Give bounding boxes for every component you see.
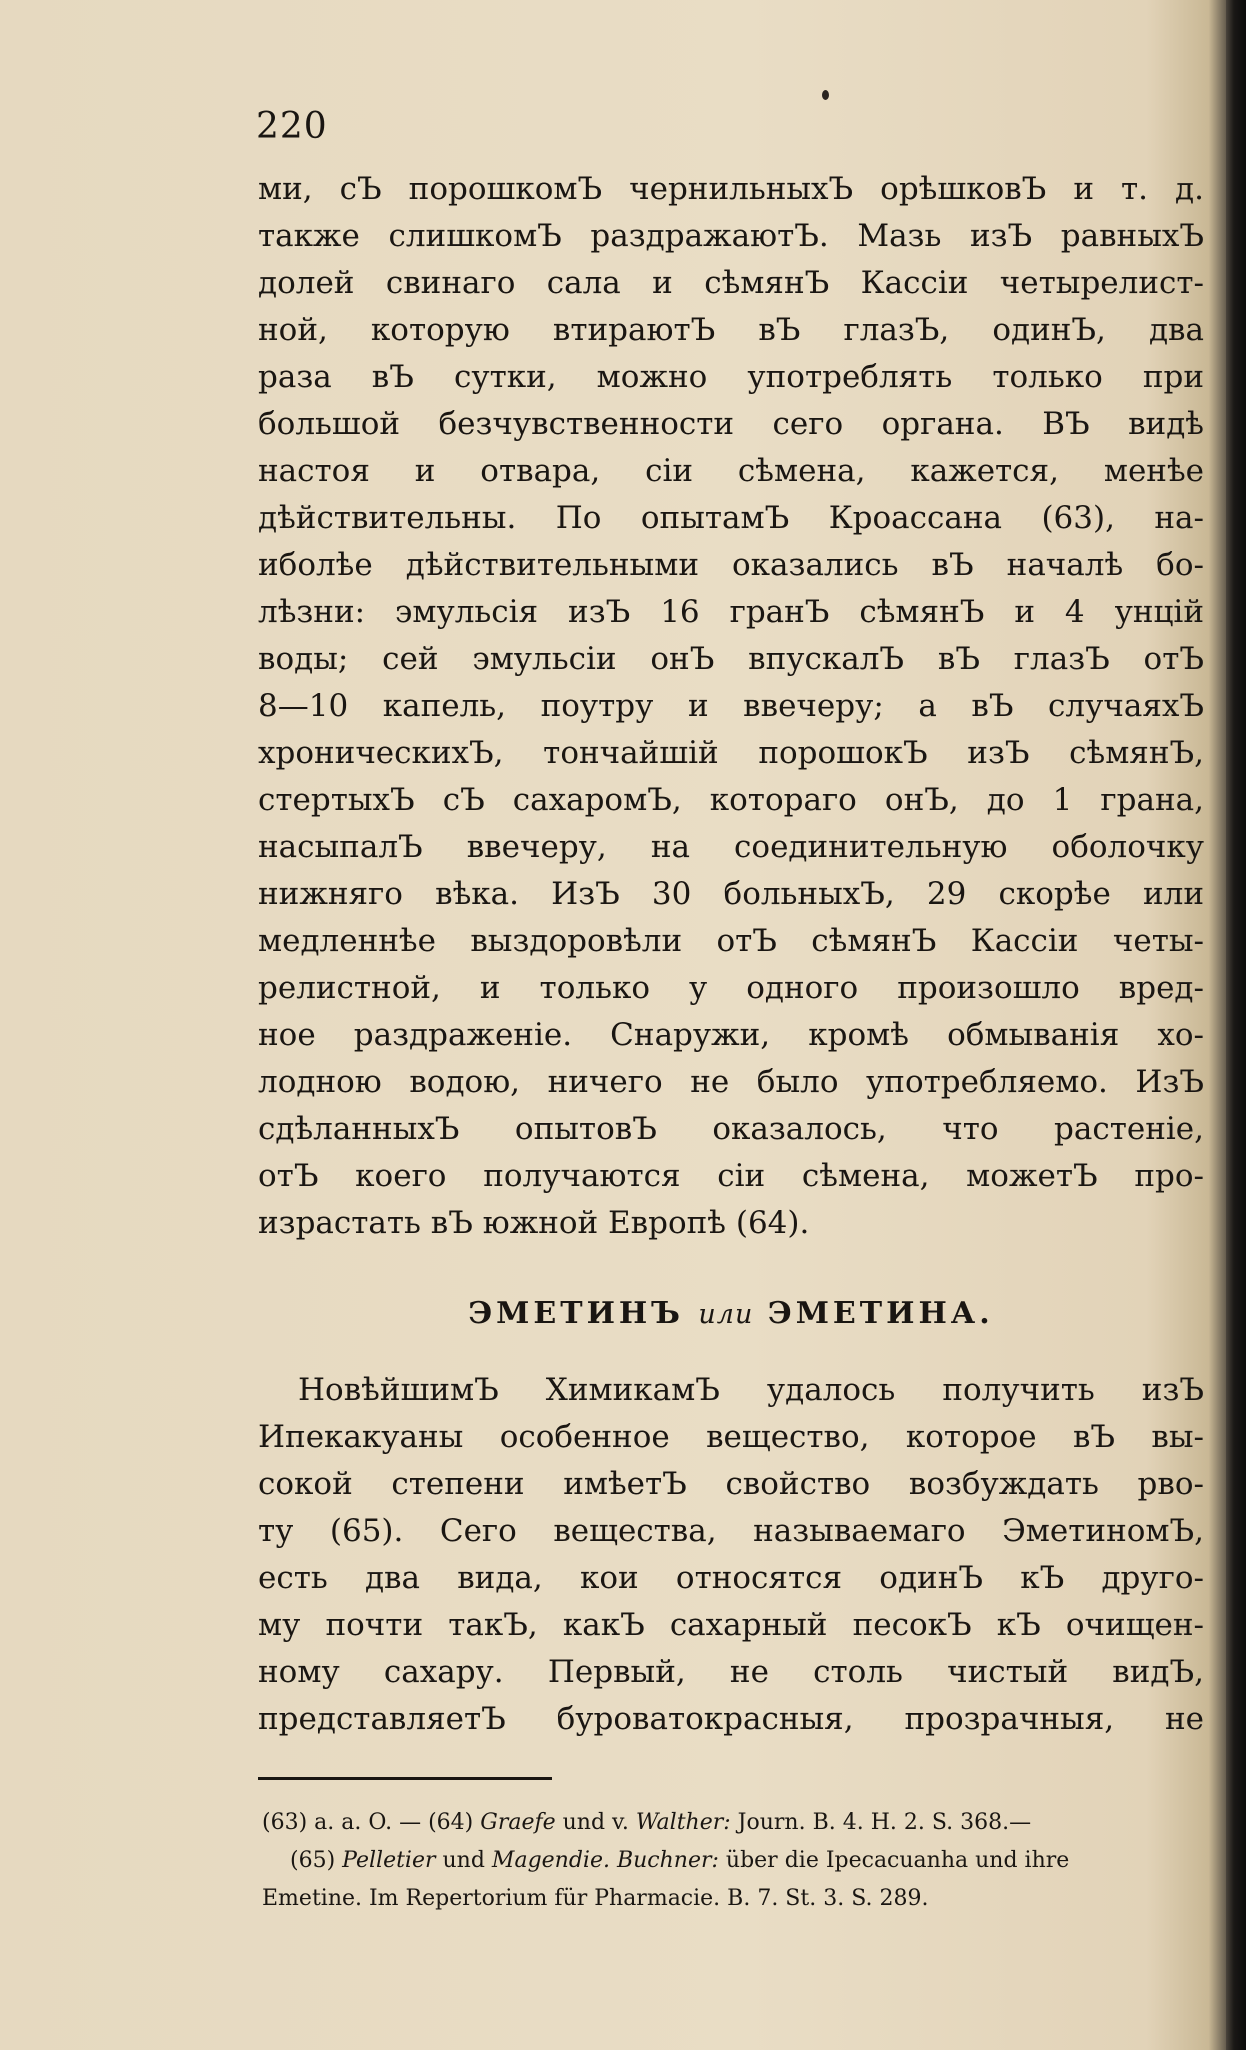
- text-line: лодною водою, ничего не было употребляемо. ИзЪ: [258, 1064, 1204, 1100]
- text-line: представляетЪ буроватокрасныя, прозрачныя, не: [258, 1701, 1204, 1737]
- author-name: Magendie.: [491, 1848, 610, 1873]
- text-line: нижняго вѣка. ИзЪ 30 больныхЪ, 29 скорѣе или: [258, 876, 1204, 912]
- text-line: воды; сей эмульсіи онЪ впускалЪ вЪ глазЪ отЪ: [258, 641, 1204, 677]
- text-line: Ипекакуаны особенное вещество, которое вЪ вы-: [258, 1419, 1204, 1455]
- page-edge-shadow: [1226, 0, 1246, 2050]
- text-line: есть два вида, кои относятся одинЪ кЪ друго-: [258, 1560, 1204, 1596]
- text-line: лѣзни: эмульсія изЪ 16 гранЪ сѣмянЪ и 4 унцій: [258, 594, 1204, 630]
- heading-word: ЭМЕТИНА.: [767, 1296, 994, 1331]
- author-name: Graefe: [480, 1810, 556, 1835]
- section-heading: [258, 1296, 1204, 1331]
- text-line: ту (65). Сего вещества, называемаго ЭметиномЪ,: [258, 1513, 1204, 1549]
- footnote-line: Emetine. Im Repertorium für Pharmacie. B. 7. St. 3. S. 289.: [262, 1886, 929, 1911]
- footnotes: [262, 1804, 1204, 1918]
- text-line: ной, которую втираютЪ вЪ глазЪ, одинЪ, два: [258, 312, 1204, 348]
- text-line: хроническихЪ, тончайшій порошокЪ изЪ сѣмянЪ,: [258, 735, 1204, 771]
- text-line: израстать вЪ южной Европѣ (64).: [258, 1205, 810, 1241]
- footnote-text: [610, 1848, 617, 1873]
- author-name: Walther:: [635, 1810, 731, 1835]
- text-line: отЪ коего получаются сіи сѣмена, можетЪ про-: [258, 1158, 1204, 1194]
- text-line: му почти такЪ, какЪ сахарный песокЪ кЪ очищен-: [258, 1607, 1204, 1643]
- footnote-text: (63) a. a. O. — (64): [262, 1810, 481, 1835]
- text-line: ми, сЪ порошкомЪ чернильныхЪ орѣшковЪ и т. д.: [258, 171, 1204, 207]
- footnote-text: Journ. B. 4. H. 2. S. 368.—: [730, 1810, 1032, 1835]
- text-line: стертыхЪ сЪ сахаромЪ, котораго онЪ, до 1 грана,: [258, 782, 1204, 818]
- text-line: релистной, и только у одного произошло вред-: [258, 970, 1204, 1006]
- text-line: НовѣйшимЪ ХимикамЪ удалось получить изЪ: [298, 1372, 1204, 1408]
- text-line: иболѣе дѣйствительными оказались вЪ началѣ бо-: [258, 547, 1204, 583]
- heading-word: ЭМЕТИНЪ: [468, 1296, 684, 1331]
- text-line: настоя и отвара, сіи сѣмена, кажется, менѣе: [258, 453, 1204, 489]
- text-line: долей свинаго сала и сѣмянЪ Кассіи четырелист-: [258, 265, 1204, 301]
- text-line: сокой степени имѣетЪ свойство возбуждать рво-: [258, 1466, 1204, 1502]
- text-line: дѣйствительны. По опытамЪ Кроассана (63), на-: [258, 500, 1204, 536]
- footnote-separator: [258, 1777, 552, 1780]
- text-line: также слишкомЪ раздражаютЪ. Мазь изЪ равныхЪ: [258, 218, 1204, 254]
- text-line: медленнѣе выздоровѣли отЪ сѣмянЪ Кассіи четы-: [258, 923, 1204, 959]
- text-line: ное раздраженіе. Снаружи, кромѣ обмыванія хо-: [258, 1017, 1204, 1053]
- footnote-text: und v.: [555, 1810, 636, 1835]
- footnote-line: [262, 1842, 1204, 1880]
- footnote-line: [262, 1804, 1204, 1842]
- text-line: сдѣланныхЪ опытовЪ оказалось, что растеніе,: [258, 1111, 1204, 1147]
- footnote-text: und: [435, 1848, 492, 1873]
- page-number: 220: [256, 106, 328, 147]
- ink-speck: [822, 90, 829, 100]
- text-line: большой безчувственности сего органа. ВЪ видѣ: [258, 406, 1204, 442]
- main-text-block: [258, 166, 1204, 1247]
- author-name: Buchner:: [616, 1848, 719, 1873]
- author-name: Pelletier: [342, 1848, 436, 1873]
- heading-conjunction: или: [698, 1299, 754, 1330]
- footnote-text: über die Ipecacuanha und ihre: [718, 1848, 1070, 1873]
- text-line: раза вЪ сутки, можно употреблять только при: [258, 359, 1204, 395]
- footnote-text: (65): [290, 1848, 343, 1873]
- text-line: насыпалЪ ввечеру, на соединительную оболочку: [258, 829, 1204, 865]
- text-line: ному сахару. Первый, не столь чистый видЪ,: [258, 1654, 1204, 1690]
- section-text-block: [258, 1367, 1204, 1743]
- text-line: 8—10 капель, поутру и ввечеру; а вЪ случаяхЪ: [258, 688, 1204, 724]
